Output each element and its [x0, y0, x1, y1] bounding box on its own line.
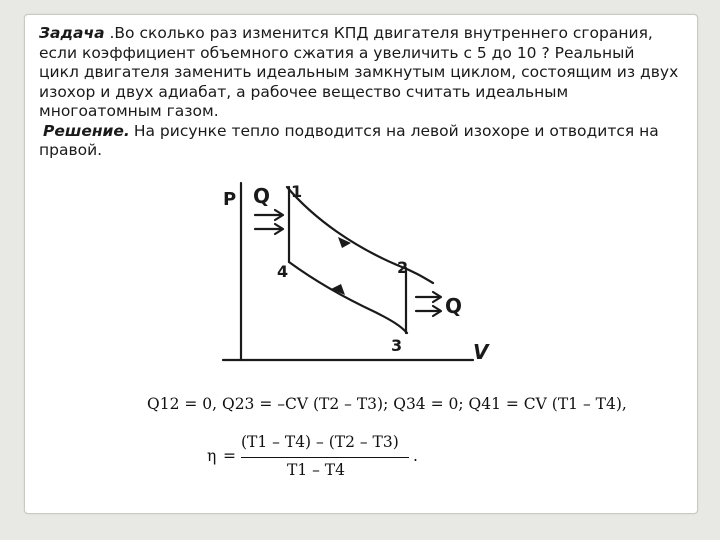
eta-symbol: η: [207, 447, 217, 465]
problem-lead: Задача: [39, 24, 105, 42]
q-in-label: Q: [253, 184, 271, 208]
adiabat-4-3: [289, 262, 407, 333]
heat-formula: Q12 = 0, Q23 = –CV (T2 – T3); Q34 = 0; Q41 = CV (T1 – T4),: [147, 395, 627, 413]
adiabat-1-2: [287, 187, 433, 283]
point-4-label: 4: [277, 262, 289, 281]
fraction-numerator: (T1 – T4) – (T2 – T3): [241, 433, 399, 451]
point-2-label: 2: [397, 258, 409, 277]
eta-equals: =: [223, 447, 236, 465]
v-axis-label: V: [473, 340, 489, 364]
problem-body: .Во сколько раз изменится КПД двигателя внутреннего сгорания, если коэффициент объемного сжатия а увеличить с 5 до 10 ? Реальный цикл двигателя заменить идеальным замкнутым циклом, состоящим из двух изохор и двух адиабат, а рабочее вещество считать идеальным многоатомным газом.: [39, 24, 679, 120]
solution-lead: Решение.: [43, 121, 130, 140]
formula-period: .: [413, 447, 418, 465]
fraction-denominator: T1 – T4: [287, 461, 346, 479]
pv-diagram: [25, 15, 697, 385]
p-axis-label: P: [223, 189, 237, 210]
slide: [24, 14, 698, 514]
fraction-bar: [241, 457, 409, 458]
point-3-label: 3: [391, 336, 403, 355]
solution-body: На рисунке тепло подводится на левой изохоре и отводится на правой.: [39, 121, 659, 159]
point-1-label: 1: [291, 182, 303, 201]
q-out-label: Q: [445, 294, 463, 318]
